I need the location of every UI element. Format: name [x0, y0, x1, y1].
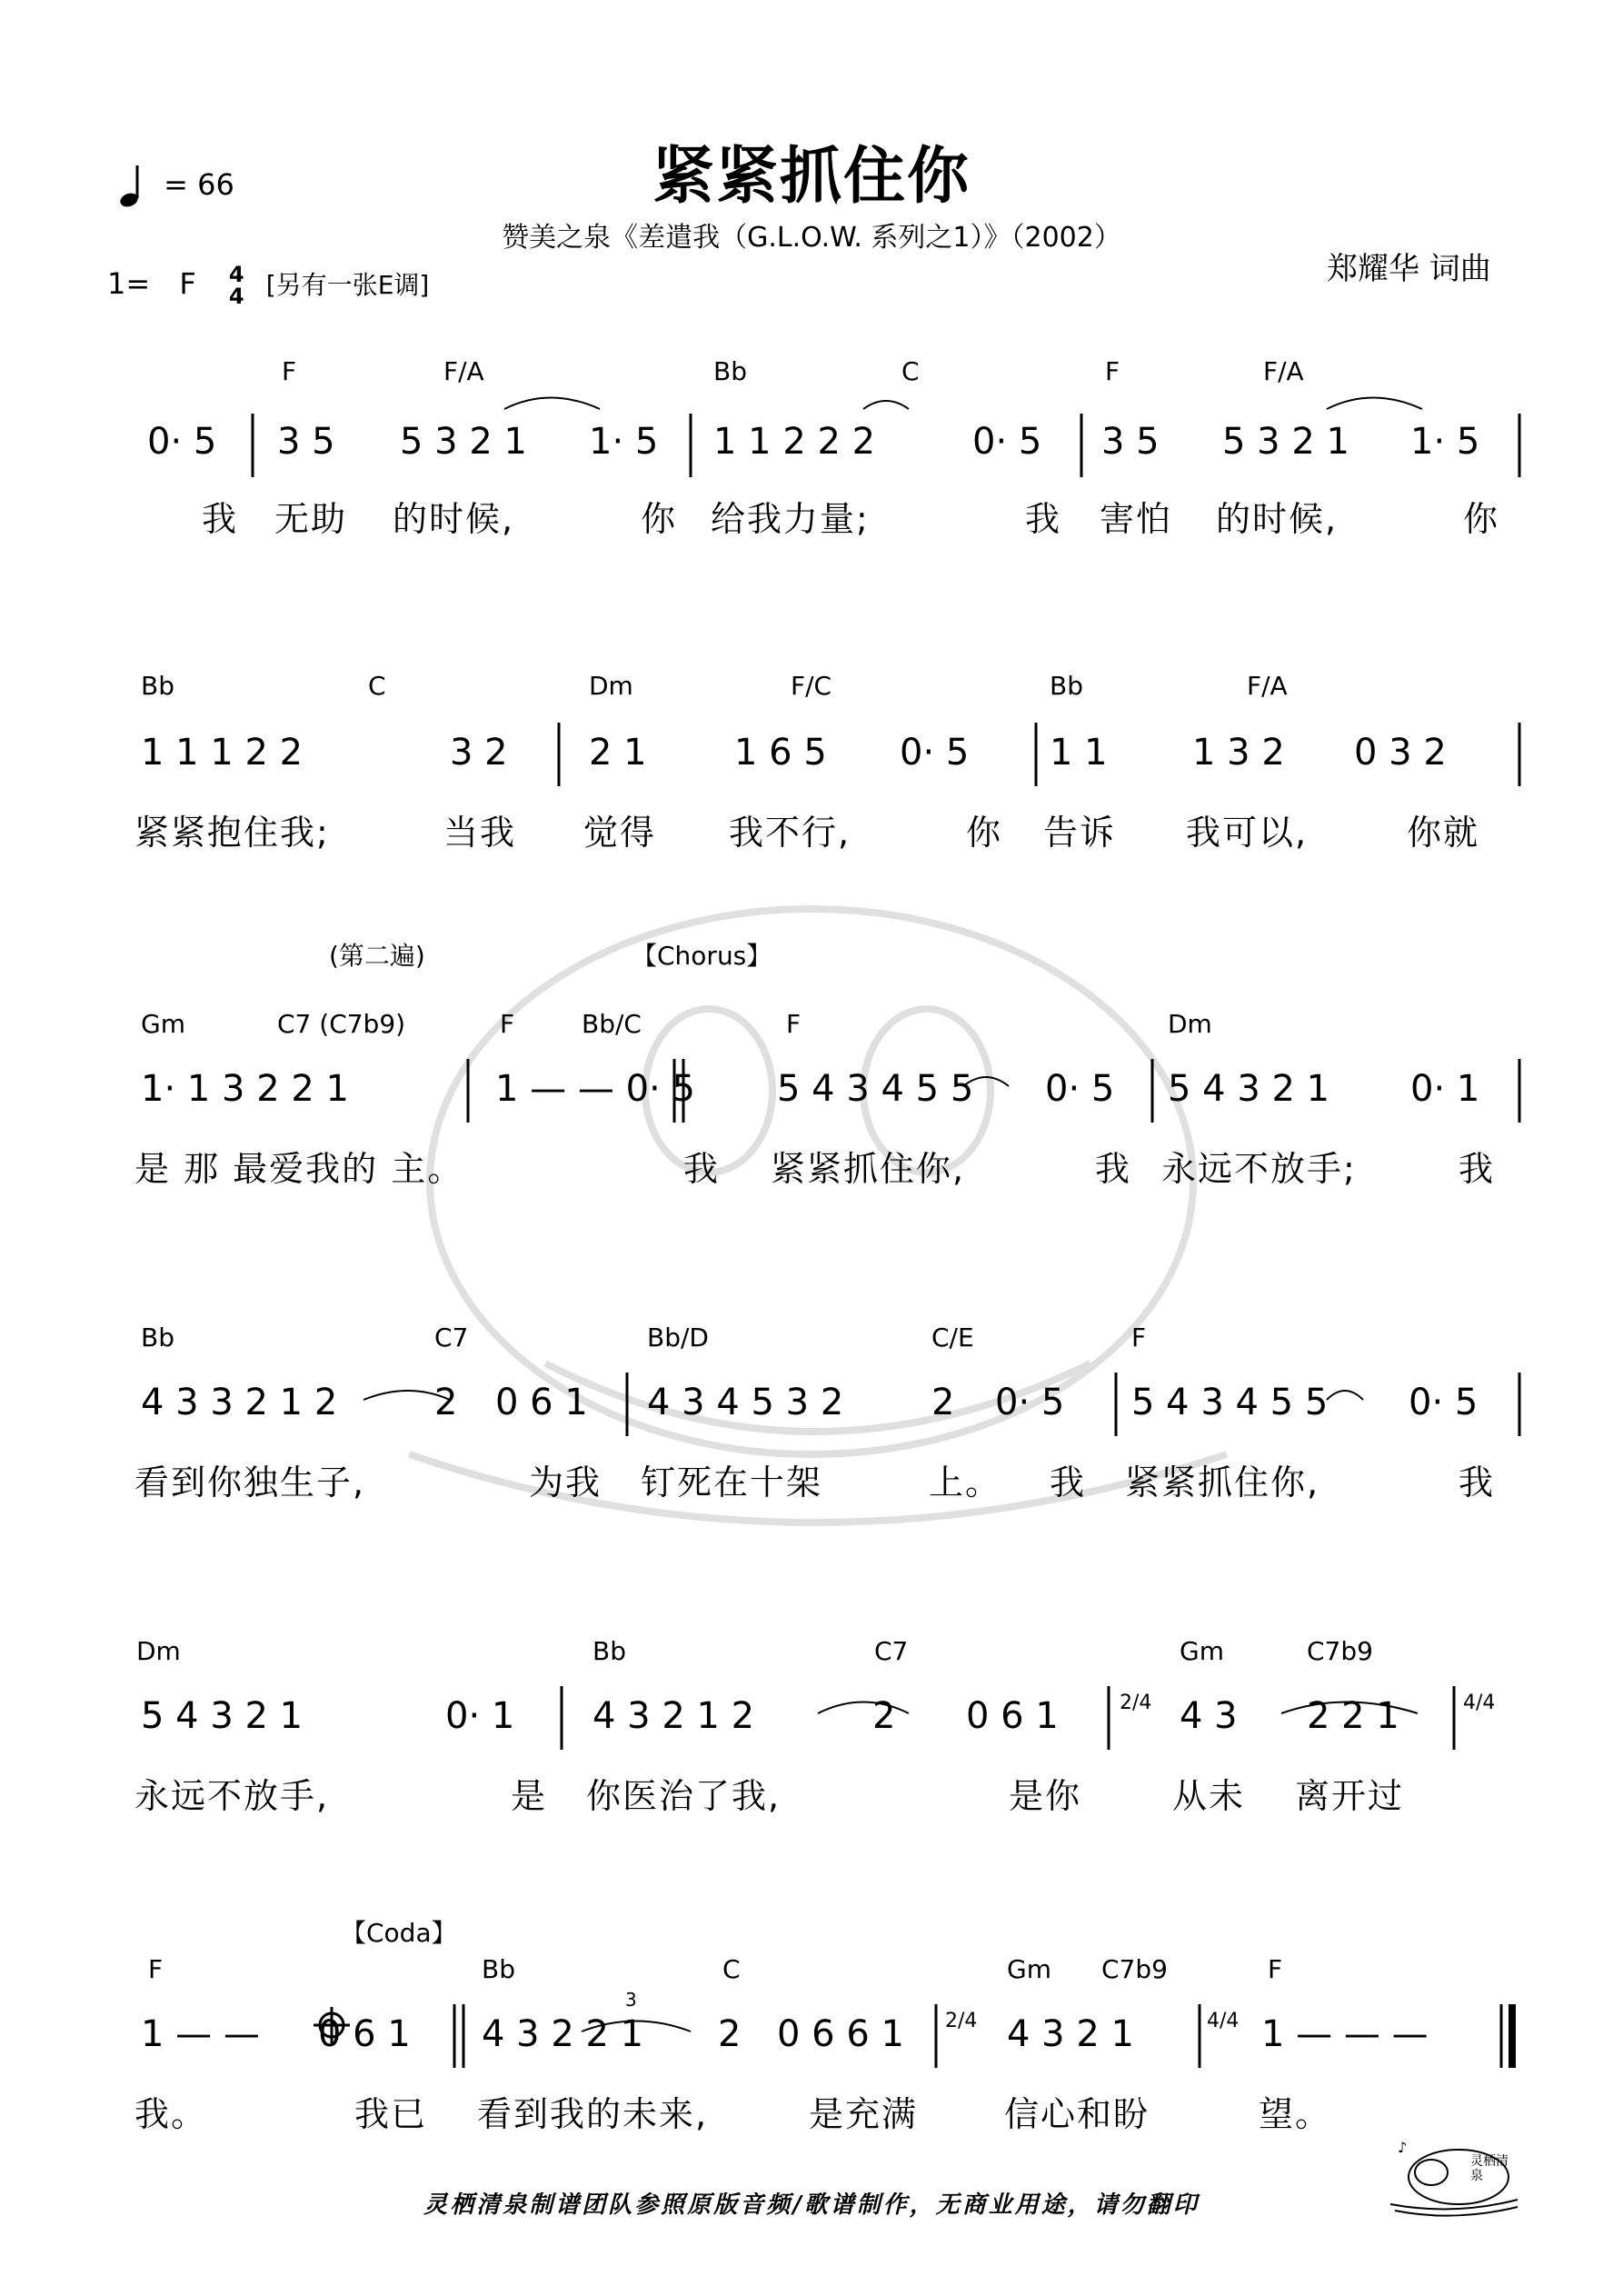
- note-group: 1 — — 0· 5: [495, 1068, 695, 1110]
- note-group: 2 2 1: [1307, 1695, 1399, 1737]
- note-group: 1· 5: [589, 421, 659, 463]
- chord: Gm: [1007, 1954, 1051, 1984]
- lyric: 看到我的未来,: [477, 2094, 709, 2134]
- chord: Bb: [141, 671, 174, 701]
- note-group: 5 4 3 2 1: [1168, 1068, 1330, 1110]
- note-group: 0· 5: [995, 1382, 1065, 1423]
- chord: F: [148, 1954, 164, 1984]
- note-group: 0 6 6 1: [777, 2013, 904, 2055]
- chord: F/A: [443, 356, 484, 386]
- lyric: 望。: [1259, 2094, 1332, 2134]
- lyric: 上。: [929, 1462, 1002, 1502]
- chord: F: [1105, 356, 1120, 386]
- chord: F: [500, 1009, 515, 1039]
- note-group: 1 1: [1050, 732, 1108, 774]
- note-group: 5 4 3 2 1: [141, 1695, 304, 1737]
- lyric: 你就: [1407, 813, 1480, 853]
- lyric: 你: [641, 499, 678, 539]
- lyric: 钉死在十架: [641, 1462, 823, 1502]
- time-bottom: 4: [228, 284, 244, 309]
- lyric: 无助: [274, 499, 348, 539]
- chord: C: [901, 356, 920, 386]
- chord: C7: [874, 1636, 909, 1666]
- chord: C7b9: [1307, 1636, 1373, 1666]
- note-group: 4 3 2 2 1: [482, 2013, 644, 2055]
- chord: F: [1131, 1323, 1147, 1353]
- note-group: 4 3 2 1 2: [592, 1695, 755, 1737]
- time-change: 4/4: [1207, 2010, 1240, 2032]
- lyric: 害怕: [1100, 499, 1173, 539]
- note-group: 0· 5: [972, 421, 1042, 463]
- note-group: 5 3 2 1: [1222, 421, 1349, 463]
- lyric: 看到你独生子,: [134, 1462, 366, 1502]
- note-group: 0· 5: [900, 732, 970, 774]
- note-group: 0· 5: [1409, 1382, 1479, 1423]
- logo: [1381, 2136, 1527, 2218]
- lyric: 是: [511, 1776, 548, 1816]
- chord: Bb: [1050, 671, 1083, 701]
- lyric: 从未: [1172, 1776, 1246, 1816]
- lyric: 紧紧抓住你,: [1125, 1462, 1320, 1502]
- note-group: 4 3 2 1: [1007, 2013, 1134, 2055]
- lyric: 是充满: [809, 2094, 919, 2134]
- key-prefix: 1=: [107, 266, 151, 301]
- note-group: 0· 5: [1045, 1068, 1115, 1110]
- note-group: 3 2: [450, 732, 508, 774]
- note-group: 1 — — —: [1261, 2013, 1429, 2055]
- watermark-logo: [409, 909, 1227, 1522]
- chord: C/E: [931, 1323, 974, 1353]
- chord: Bb: [713, 356, 747, 386]
- note-group: 0 3 2: [1354, 732, 1447, 774]
- chord: C7 (C7b9): [277, 1009, 406, 1039]
- note-group: 1 1 1 2 2: [141, 732, 304, 774]
- note-group: 1· 1 3 2 2 1: [141, 1068, 349, 1110]
- lyric: 紧紧抓住你,: [771, 1149, 966, 1189]
- lyric: 告诉: [1043, 813, 1117, 853]
- note-group: 3 5: [1101, 421, 1160, 463]
- lyric: 我: [1459, 1149, 1496, 1189]
- note-group: 2: [718, 2013, 742, 2055]
- chord: Bb/C: [582, 1009, 642, 1039]
- note-group: 5 4 3 4 5 5: [777, 1068, 974, 1110]
- note-group: 0· 1: [445, 1695, 515, 1737]
- author-credit: 郑耀华 词曲: [1327, 251, 1491, 287]
- key-note-alt: [另有一张E调]: [265, 270, 430, 300]
- lyric: 我不行,: [729, 813, 851, 853]
- lyric: 我: [202, 499, 239, 539]
- lyric: 我已: [354, 2094, 428, 2134]
- key-note: F: [179, 266, 196, 301]
- chord: Dm: [136, 1636, 181, 1666]
- lyric: 我: [683, 1149, 721, 1189]
- note-group: 2: [872, 1695, 896, 1737]
- lyric: 我: [1025, 499, 1062, 539]
- page-title: 紧紧抓住你: [652, 141, 971, 213]
- note-group: 0 6 1: [318, 2013, 411, 2055]
- lyric: 是你: [1009, 1776, 1082, 1816]
- chord: Bb: [141, 1323, 174, 1353]
- lyric: 离开过: [1295, 1776, 1405, 1816]
- lyric: 的时候,: [1216, 499, 1339, 539]
- tempo-value: = 66: [164, 167, 234, 202]
- note-group: 4 3: [1180, 1695, 1238, 1737]
- note-group: 1 6 5: [734, 732, 827, 774]
- note-group: 2: [931, 1382, 955, 1423]
- second-time-mark: (第二遍): [329, 941, 425, 971]
- chord: C7b9: [1101, 1954, 1168, 1984]
- chord: Bb: [482, 1954, 515, 1984]
- note-group: 3 5: [277, 421, 335, 463]
- lyric: 我: [1095, 1149, 1132, 1189]
- note-group: 1 1 2 2 2: [713, 421, 876, 463]
- lyric: 信心和盼: [1004, 2094, 1150, 2134]
- note-group: 1· 5: [1410, 421, 1480, 463]
- lyric: 永远不放手;: [1161, 1149, 1357, 1189]
- chord: F: [786, 1009, 802, 1039]
- chord: C: [368, 671, 386, 701]
- time-change: 2/4: [945, 2010, 978, 2032]
- coda-mark: 【Coda】: [341, 1918, 457, 1948]
- lyric: 觉得: [583, 813, 657, 853]
- svg-text:♪: ♪: [1398, 2139, 1408, 2156]
- chord: F: [282, 356, 297, 386]
- chord: F/A: [1247, 671, 1288, 701]
- lyric: 为我: [529, 1462, 602, 1502]
- note-group: 2: [434, 1382, 458, 1423]
- lyric: 的时候,: [393, 499, 515, 539]
- lyric: 你医治了我,: [586, 1776, 782, 1816]
- chord: F/C: [791, 671, 832, 701]
- note-group: 0· 1: [1410, 1068, 1480, 1110]
- lyric: 紧紧抱住我;: [134, 813, 330, 853]
- footer-note: 灵栖清泉制谱团队参照原版音频/歌谱制作，无商业用途，请勿翻印: [423, 2191, 1200, 2219]
- note-group: 2 1: [589, 732, 647, 774]
- note-group: 5 4 3 4 5 5: [1131, 1382, 1329, 1423]
- chord: Gm: [1180, 1636, 1224, 1666]
- lyric: 当我: [443, 813, 517, 853]
- lyric: 我。: [134, 2094, 208, 2134]
- chord: Dm: [1168, 1009, 1212, 1039]
- logo-text: 灵栖清泉: [1470, 2154, 1508, 2183]
- time-top: 4: [228, 262, 244, 287]
- chord: C: [722, 1954, 741, 1984]
- lyric: 你: [1463, 499, 1500, 539]
- chord: F/A: [1263, 356, 1304, 386]
- lyric: 你: [966, 813, 1003, 853]
- note-group: 1 — —: [141, 2013, 260, 2055]
- note-group: 4 3 3 2 1 2: [141, 1382, 338, 1423]
- note-group: 0 6 1: [966, 1695, 1059, 1737]
- note-group: 5 3 2 1: [400, 421, 527, 463]
- lyric: 永远不放手,: [134, 1776, 330, 1816]
- triplet-mark: 3: [625, 1989, 637, 2011]
- chord: Bb/D: [647, 1323, 709, 1353]
- chord: Bb: [592, 1636, 626, 1666]
- chord: C7: [434, 1323, 469, 1353]
- chord: F: [1268, 1954, 1283, 1984]
- lyric: 给我力量;: [711, 499, 870, 539]
- note-group: 4 3 4 5 3 2: [647, 1382, 844, 1423]
- note-group: 0· 5: [147, 421, 217, 463]
- chorus-mark: 【Chorus】: [632, 941, 772, 971]
- time-change: 2/4: [1120, 1692, 1152, 1714]
- note-group: 0 6 1: [495, 1382, 588, 1423]
- note-group: 1 3 2: [1192, 732, 1285, 774]
- lyric: 我: [1050, 1462, 1087, 1502]
- lyric: 是 那 最爱我的 主。: [134, 1149, 464, 1189]
- subtitle: 赞美之泉《差遣我（G.L.O.W. 系列之1）》（2002）: [502, 222, 1121, 254]
- chord: Gm: [141, 1009, 185, 1039]
- lyric: 我可以,: [1186, 813, 1309, 853]
- time-change: 4/4: [1463, 1692, 1496, 1714]
- lyric: 我: [1459, 1462, 1496, 1502]
- chord: Dm: [589, 671, 633, 701]
